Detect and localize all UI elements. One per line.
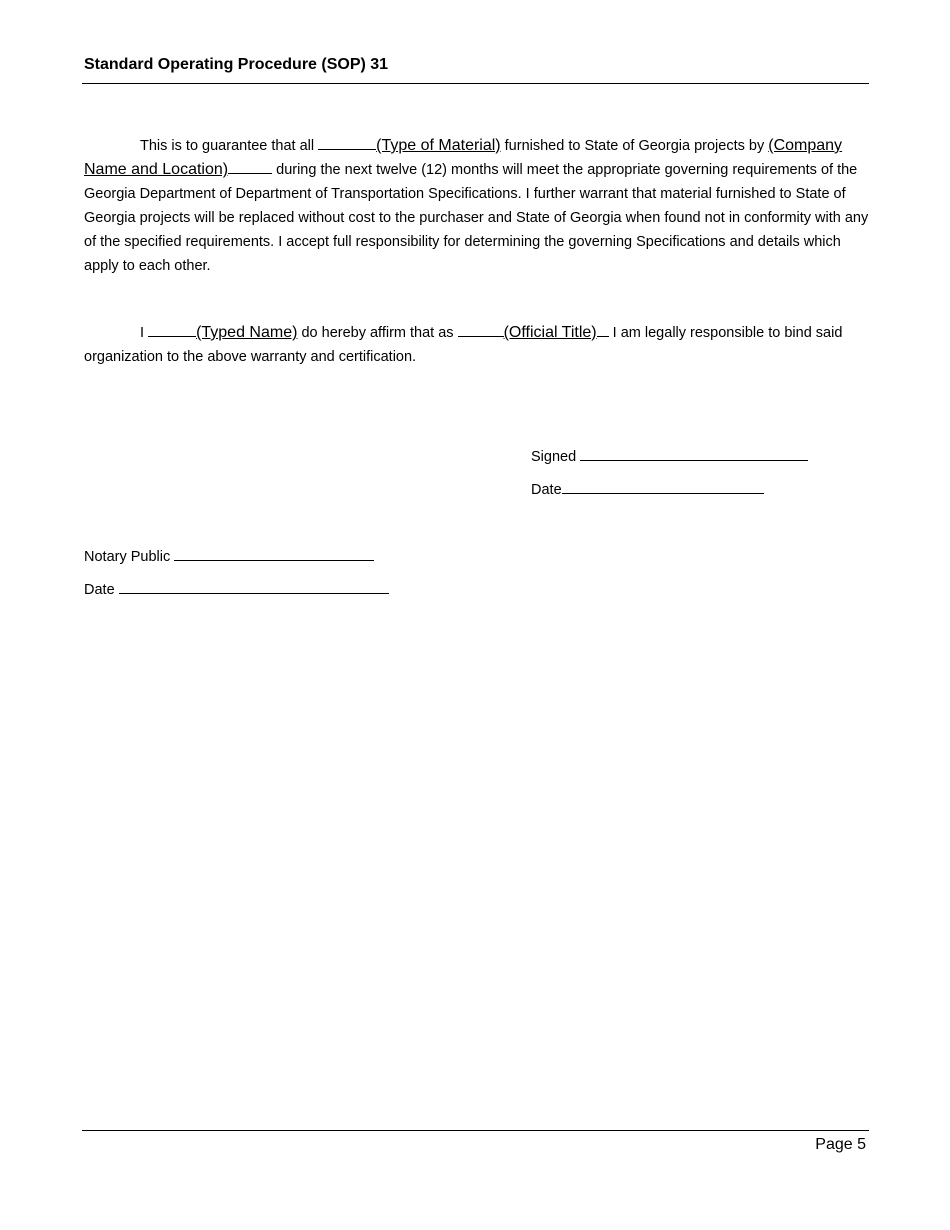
page-number: Page 5 bbox=[815, 1136, 866, 1153]
company-name-location-field[interactable]: (Company Name and Location) bbox=[84, 137, 843, 178]
guarantee-intro-text: This is to guarantee that all bbox=[140, 138, 315, 154]
type-of-material-field[interactable]: (Type of Material) bbox=[376, 137, 501, 154]
notary-date-field bbox=[84, 579, 389, 600]
typed-name-blank-line bbox=[148, 322, 196, 337]
affirmation-intro-text: I bbox=[140, 325, 145, 341]
footer-divider bbox=[82, 1130, 869, 1131]
signature-date-label: Date bbox=[531, 482, 562, 498]
notary-public-field bbox=[84, 546, 374, 567]
notary-date-line[interactable] bbox=[119, 579, 389, 594]
affirmation-middle-text: do hereby affirm that as bbox=[301, 325, 454, 341]
guarantee-paragraph bbox=[84, 134, 874, 278]
notary-public-label: Notary Public bbox=[84, 549, 171, 565]
signed-field bbox=[531, 446, 808, 467]
affirmation-body-text: I am legally responsible to bind said organization to the above warranty and certification. bbox=[84, 325, 843, 365]
material-blank-line bbox=[318, 135, 376, 150]
official-title-field[interactable]: (Official Title) bbox=[503, 324, 597, 341]
notary-date-label: Date bbox=[84, 582, 115, 598]
signature-date-field bbox=[531, 479, 764, 500]
company-blank-line bbox=[228, 159, 272, 174]
notary-public-line[interactable] bbox=[174, 546, 374, 561]
guarantee-body-text: during the next twelve (12) months will meet the appropriate governing requirements of the Georgia Department of Department of Transportation Specifications. I further warrant that material furnished to State of Georgia projects will be replaced without cost to the purchaser and State of Georgia when found not in conformity with any of the specified requirements. I accept full responsibility for determining the governing Specifications and details which apply to each other. bbox=[84, 162, 869, 274]
guarantee-after-material-text: furnished to State of Georgia projects by bbox=[504, 138, 765, 154]
signature-date-line[interactable] bbox=[562, 479, 764, 494]
header-divider bbox=[82, 83, 869, 84]
title-blank-line bbox=[458, 322, 504, 337]
typed-name-field[interactable]: (Typed Name) bbox=[196, 324, 298, 341]
document-header-title: Standard Operating Procedure (SOP) 31 bbox=[84, 56, 389, 73]
signed-signature-line[interactable] bbox=[580, 446, 808, 461]
affirmation-paragraph bbox=[84, 321, 874, 369]
signed-label: Signed bbox=[531, 449, 577, 465]
